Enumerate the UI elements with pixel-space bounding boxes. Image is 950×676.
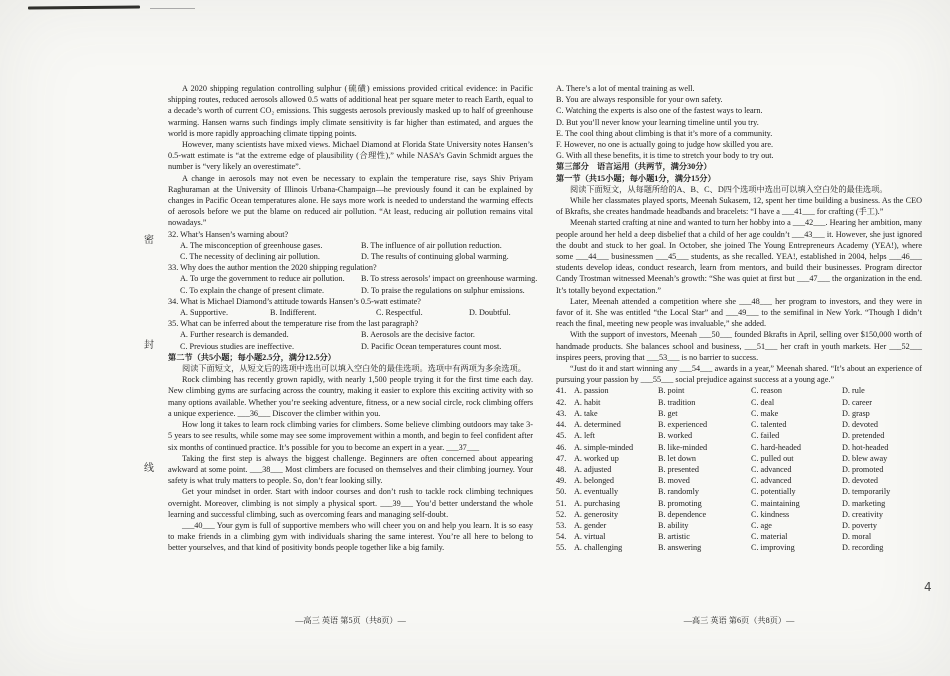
question-number: 44. (556, 420, 567, 430)
option-d: D. To praise the regulations on sulphur emissions. (361, 285, 525, 295)
scan-artifact-smudge (150, 8, 195, 9)
option-c: C. improving (751, 543, 795, 553)
question-number: 50. (556, 487, 567, 497)
option-a: A. Further research is demanded. (180, 330, 289, 340)
gap-fill-option: C. Watching the experts is also one of the fastest ways to learn. (556, 106, 763, 116)
passage-paragraph: ___40___ Your gym is full of supportive members who will cheer you on and help you learn. It is so easy to make friends in a climbing gym with individuals sharing the same interest. You’re all here to belong to better yourselves, and that kind of positivity bonds people together like a big family. (168, 520, 533, 553)
option-c: C. material (751, 532, 788, 542)
option-a: A. generosity (574, 509, 619, 519)
option-d: D. career (842, 397, 872, 407)
option-b: B. ability (658, 520, 689, 530)
question-33 (168, 262, 538, 296)
option-a: A. eventually (574, 487, 619, 497)
part-three-title: 第三部分 语言运用（共两节，满分30分） (556, 162, 712, 172)
option-c: C. advanced (751, 476, 792, 486)
option-d: D. hot-headed (842, 442, 889, 452)
question-number: 43. (556, 408, 567, 418)
page-footer-right: —高三 英语 第6页（共8页）— (683, 616, 795, 625)
option-b: B. The influence of air pollution reduction. (361, 240, 502, 250)
option-b: B. dependence (658, 509, 707, 519)
cloze-option-row (556, 509, 922, 520)
passage-paragraph: “Just do it and start winning any ___54___ awards in a year,” Meenah shared. “It’s about an experience of pursuing your passion by ___55___ social prejudice against success at a young age.” (556, 364, 922, 385)
seal-mark-feng: 封 (144, 340, 154, 351)
cloze-option-row (556, 430, 922, 441)
option-row (168, 251, 533, 262)
passage-paragraph: A change in aerosols may not even be necessary to explain the temperature rise, says Shiv Priyam Raghuraman at the University of Illinois Urbana-Champaign—he previously found it can be explained by changes in Pacific Ocean temperatures alone. He says more work is needed to understand the warming effects of aerosols before we put the blame on reduced air pollution. “At least, reducing air pollution remains vital nowadays.” (168, 173, 533, 228)
question-35 (168, 318, 533, 352)
option-b: B. point (658, 386, 685, 396)
option-b: B. worked (658, 431, 693, 441)
question-number: 53. (556, 520, 567, 530)
option-c: C. kindness (751, 509, 790, 519)
option-b: B. artistic (658, 532, 690, 542)
question-number: 48. (556, 464, 567, 474)
gap-fill-option: F. However, no one is actually going to judge how skilled you are. (556, 140, 774, 150)
option-b: B. promoting (658, 498, 702, 508)
option-c: C. deal (751, 397, 775, 407)
passage-paragraph: With the support of investors, Meenah ___50___ founded Bkrafts in April, selling over $150,000 worth of handmade products. She balances school and business, ___51___ her craft in youth markets. Her ___52___ inspires peers, proving that ___53___ is no barrier to success. (556, 330, 922, 362)
option-c: C. Respectful. (376, 308, 423, 318)
question-stem: 32. What’s Hansen’s warning about? (168, 229, 289, 239)
option-row (168, 307, 533, 318)
option-c: C. The necessity of declining air pollution. (180, 252, 320, 262)
option-d: D. The results of continuing global warming. (361, 252, 509, 262)
option-b: B. experienced (658, 420, 708, 430)
option-b: B. randomly (658, 487, 699, 497)
gap-fill-option: A. There’s a lot of mental training as well. (556, 84, 695, 93)
right-column (556, 83, 922, 554)
option-row (168, 285, 533, 296)
option-row (168, 341, 533, 352)
option-row (168, 329, 533, 340)
option-b: B. let down (658, 453, 696, 463)
option-a: A. adjusted (574, 464, 612, 474)
option-d: D. marketing (842, 498, 886, 508)
cloze-option-row (556, 475, 922, 486)
option-a: A. The misconception of greenhouse gases. (180, 240, 323, 250)
option-d: D. moral (842, 532, 872, 542)
option-a: A. left (574, 431, 595, 441)
option-a: A. purchasing (574, 498, 620, 508)
option-d: D. Pacific Ocean temperatures count most. (361, 341, 502, 351)
page-footer-left: —高三 英语 第5页（共8页）— (295, 616, 406, 625)
gap-fill-option-list (556, 83, 922, 161)
question-stem: 35. What can be inferred about the temperature rise from the last paragraph? (168, 319, 419, 329)
option-a: A. simple-minded (574, 442, 634, 452)
option-b: B. tradition (658, 397, 696, 407)
gap-fill-option: G. With all these benefits, it is time to stretch your body to try out. (556, 151, 774, 161)
option-d: D. poverty (842, 520, 878, 530)
option-a: A. determined (574, 420, 621, 430)
option-d: D. blew away (842, 453, 888, 463)
cloze-option-row (556, 419, 922, 430)
option-d: D. devoted (842, 476, 878, 486)
option-d: D. temporarily (842, 487, 891, 497)
option-c: C. failed (751, 431, 780, 441)
question-number: 46. (556, 442, 567, 452)
option-a: A. gender (574, 520, 607, 530)
left-column (168, 83, 538, 554)
section-two-title: 第二节（共5小题；每小题2.5分，满分12.5分） (168, 352, 336, 362)
option-d: D. devoted (842, 420, 878, 430)
option-c: C. reason (751, 386, 782, 396)
question-number: 55. (556, 543, 567, 553)
option-d: D. Doubtful. (469, 308, 511, 318)
cloze-option-row (556, 397, 922, 408)
option-a: A. worked up (574, 453, 619, 463)
option-d: D. grasp (842, 408, 870, 418)
question-number: 52. (556, 509, 567, 519)
cloze-option-row (556, 464, 922, 475)
passage-paragraph: How long it takes to learn rock climbing varies for climbers. Some believe climbing outdoors may take 3-5 years to see results, while some may see some improvement within a month, and begin to feel confident after six months of continued practice. It’s possible for you to become an expert in a year. ___37___ (168, 420, 533, 452)
seal-mark-xian: 线 (144, 463, 154, 474)
option-a: A. challenging (574, 543, 623, 553)
passage-paragraph: Taking the first step is always the biggest challenge. Beginners are often concerned about appearing awkward at some point. ___38___ Most climbers are focused on themselves and their climbing journey. Your safety is what truly matters to people. So, don’t fear looking silly. (168, 453, 533, 486)
gap-fill-option: B. You are always responsible for your own safety. (556, 95, 723, 105)
cloze-option-row (556, 531, 922, 542)
option-a: A. take (574, 408, 598, 418)
option-c: C. pulled out (751, 453, 794, 463)
option-d: D. promoted (842, 464, 884, 474)
option-d: D. pretended (842, 431, 885, 441)
cloze-passage (556, 195, 922, 385)
option-d: D. rule (842, 386, 865, 396)
question-number: 41. (556, 386, 567, 396)
option-c: C. potentially (751, 487, 796, 497)
question-number: 47. (556, 453, 567, 463)
gap-fill-option: E. The cool thing about climbing is that it’s more of a community. (556, 128, 773, 138)
cloze-option-row (556, 542, 922, 553)
option-c: C. advanced (751, 464, 792, 474)
question-32 (168, 229, 533, 263)
section-two-instruction: 阅读下面短文，从短文后的选项中选出可以填入空白处的最佳选项。选项中有两项为多余选项。 (182, 364, 526, 374)
option-row (168, 273, 538, 284)
question-number: 42. (556, 397, 567, 407)
cloze-option-row (556, 408, 922, 419)
section-one-title: 第一节（共15小题；每小题1分，满分15分） (556, 173, 716, 183)
scan-artifact-line (28, 6, 140, 10)
seal-mark-mi: 密 (144, 235, 154, 246)
option-b: B. get (658, 408, 678, 418)
question-stem: 34. What is Michael Diamond’s attitude towards Hansen’s 0.5-watt estimate? (168, 296, 421, 306)
option-a: A. passion (574, 386, 609, 396)
option-c: C. To explain the change of present climate. (180, 285, 325, 295)
question-number: 54. (556, 532, 567, 542)
passage-paragraph: Meenah started crafting at nine and wanted to turn her hobby into a ___42___. Hearing her ambition, many people around her held a deep disbelief that a child of her age couldn’t ___43___ it. However, she just ignored the doubt and stuck to her goal. In October, she joined The Young Entrepreneurs Academy (YEA!), where some ___44___ businessmen ___45___ students, as she recalled. YEA!, established in 2004, helps ___46___ students develop ideas, conduct research, learn from mentors, and build their businesses. Program director Candy Trostman witnessed Meenah’s growth: “She was quiet at first but ___47___ the organization in the end. It’s totally beyond expectation.” (556, 218, 922, 295)
option-a: A. virtual (574, 532, 606, 542)
question-number: 51. (556, 498, 567, 508)
passage-paragraph: Get your mindset in order. Start with indoor courses and don’t rush to tackle rock climbing techniques overnight. Moreover, climbing is not simply a physical sport. ___39___ You’d better understand the whole learning and successful climbing, such as overcoming fears and managing self-doubt. (168, 487, 533, 519)
option-row (168, 240, 533, 251)
option-b: B. Aerosols are the decisive factor. (361, 330, 475, 340)
cloze-option-row (556, 498, 922, 509)
passage-paragraph: A 2020 shipping regulation controlling sulphur (硫磺) emissions provided critical evidence: in Pacific shipping routes, reduced aerosols allowed 0.5 watts of additional heat per square meter to reach Earth, equal to a decade’s worth of current CO₂ emissions. This suggests aerosols previously masked up to half of greenhouse warming. Hansen warns such findings imply climate sensitivity is far higher than estimated, and argues the world is more rapidly approaching climate tipping points. (168, 84, 533, 138)
cloze-option-row (556, 520, 922, 531)
option-a: A. To urge the government to reduce air pollution. (180, 274, 345, 284)
option-c: C. hard-headed (751, 442, 802, 452)
handwritten-mark: 4 (924, 580, 932, 594)
gap-fill-option: D. But you’ll never know your learning timeline until you try. (556, 117, 759, 127)
option-c: C. talented (751, 420, 787, 430)
question-stem: 33. Why does the author mention the 2020 shipping regulation? (168, 263, 377, 273)
option-b: B. answering (658, 543, 702, 553)
question-number: 49. (556, 476, 567, 486)
passage-paragraph: While her classmates played sports, Meenah Sukasem, 12, spent her time building a business. As the CEO of Bkrafts, she creates handmade headbands and bracelets: “I have a ___41___ for crafting (手工).” (556, 196, 922, 217)
cloze-options-table (556, 385, 922, 553)
reading-passage (168, 83, 533, 229)
option-c: C. make (751, 408, 779, 418)
cloze-option-row (556, 442, 922, 453)
option-b: B. presented (658, 464, 699, 474)
option-b: B. moved (658, 476, 690, 486)
cloze-option-row (556, 453, 922, 464)
passage-paragraph: However, many scientists have mixed views. Michael Diamond at Florida State University notes Hansen’s 0.5-watt estimate is “at the extreme edge of plausibility (合理性),” while NASA’s Gavin Schmidt argues the number is “very likely an overestimate”. (168, 140, 533, 172)
option-a: A. Supportive. (180, 308, 228, 318)
gap-fill-passage (168, 374, 533, 553)
option-b: B. like-minded (658, 442, 708, 452)
section-one-instruction: 阅读下面短文，从每题所给的A、B、C、D四个选项中选出可以填入空白处的最佳选项。 (570, 184, 888, 194)
option-a: A. belonged (574, 476, 615, 486)
cloze-option-row (556, 486, 922, 497)
question-34 (168, 296, 533, 318)
passage-paragraph: Later, Meenah attended a competition where she ___48___ her program to investors, and they were in favor of it. She was entitled “the Local Star” and ___49___ to the semifinal in New York. “Though I didn’t reach the final, meeting new people was invaluable,” she added. (556, 296, 922, 329)
passage-paragraph: Rock climbing has recently grown rapidly, with nearly 1,500 people trying it for the first time each day. New climbing gyms are surfacing across the country, making it easier to explore this exciting activity with so many options available. Whether you’re seeking adventure, fitness, or a new social circle, rock climbing offers a unique experience. ___36___ Discover the climber within you. (168, 375, 533, 418)
option-c: C. age (751, 520, 772, 530)
option-c: C. Previous studies are ineffective. (180, 341, 294, 351)
cloze-option-row (556, 385, 922, 396)
option-b: B. Indifferent. (270, 308, 317, 318)
option-b: B. To stress aerosols’ impact on greenhouse warming. (361, 274, 538, 284)
option-a: A. habit (574, 397, 601, 407)
option-d: D. creativity (842, 509, 883, 519)
question-number: 45. (556, 431, 567, 441)
option-d: D. recording (842, 543, 884, 553)
option-c: C. maintaining (751, 498, 800, 508)
